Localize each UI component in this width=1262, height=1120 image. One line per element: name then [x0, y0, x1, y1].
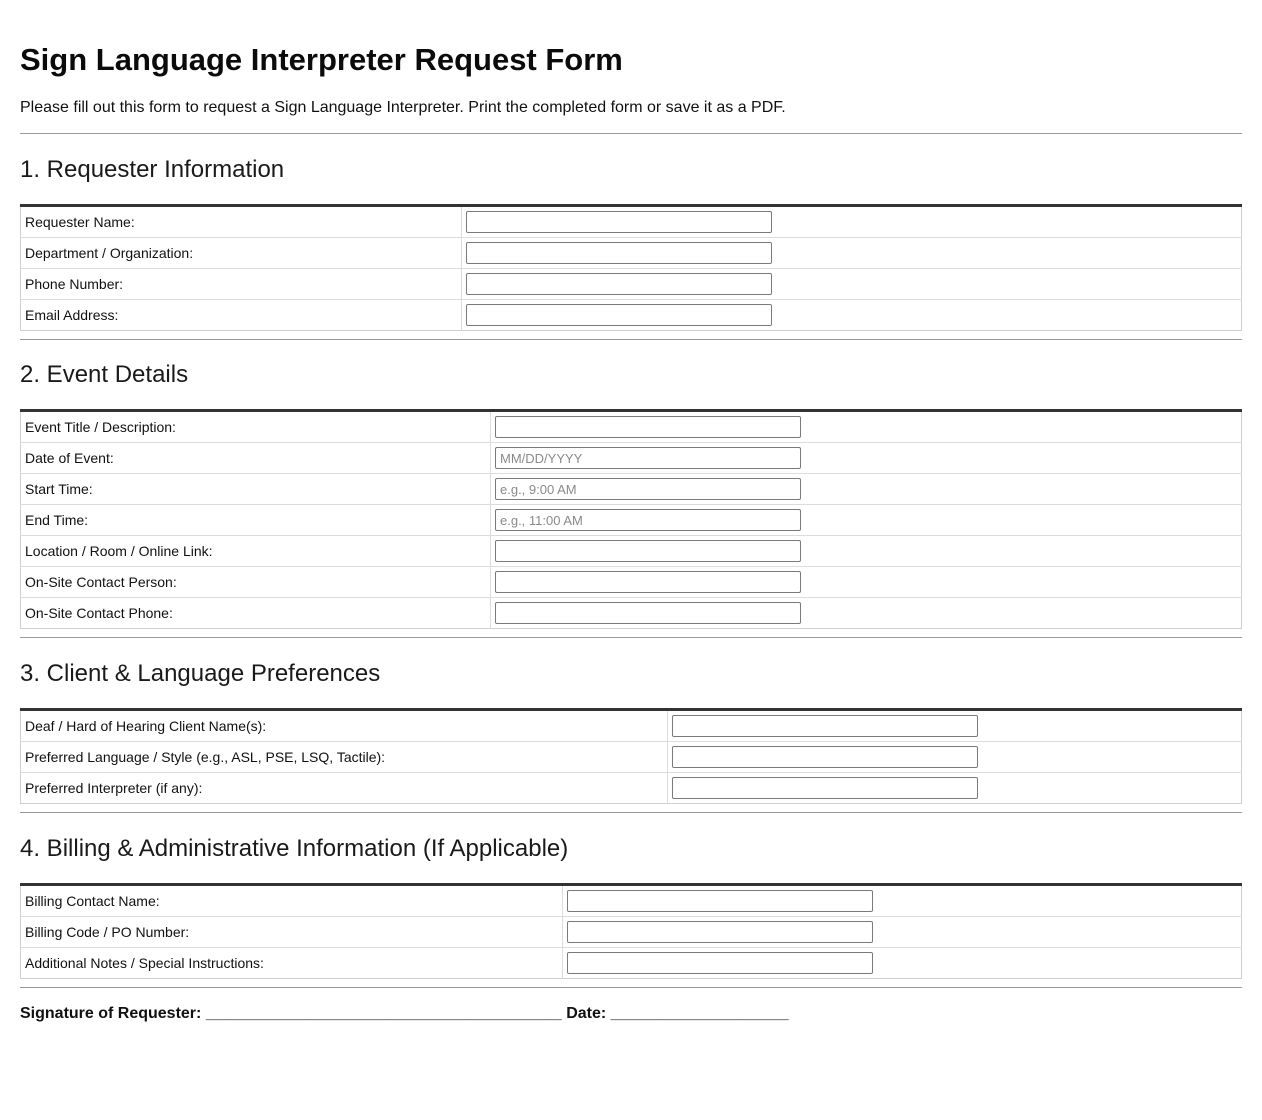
section-title-event: 2. Event Details — [20, 361, 189, 388]
additional-notes-input[interactable] — [567, 952, 873, 974]
field-label: Event Title / Description: — [21, 411, 491, 443]
requester-info-table — [20, 204, 1242, 331]
table-row — [21, 238, 1242, 269]
field-label: Preferred Language / Style (e.g., ASL, PSE, LSQ, Tactile): — [21, 742, 668, 773]
field-label: Billing Code / PO Number: — [21, 917, 563, 948]
field-label: Deaf / Hard of Hearing Client Name(s): — [21, 710, 668, 742]
field-cell — [563, 917, 1242, 948]
field-cell — [462, 300, 1242, 331]
field-label: On-Site Contact Phone: — [21, 598, 491, 629]
signature-line: ________________________________________ — [205, 1005, 562, 1022]
table-row — [21, 474, 1242, 505]
field-cell — [491, 474, 1242, 505]
field-cell — [491, 443, 1242, 474]
event-title-input[interactable] — [495, 416, 801, 438]
preferred-interpreter-input[interactable] — [672, 777, 978, 799]
phone-number-input[interactable] — [466, 273, 772, 295]
field-cell — [563, 885, 1242, 917]
table-row — [21, 443, 1242, 474]
field-label: Start Time: — [21, 474, 491, 505]
field-label: Preferred Interpreter (if any): — [21, 773, 668, 804]
section-divider — [20, 812, 1242, 813]
onsite-contact-person-input[interactable] — [495, 571, 801, 593]
field-cell — [668, 710, 1242, 742]
section-divider — [20, 637, 1242, 638]
section-title-requester: 1. Requester Information — [20, 156, 285, 183]
event-details-table — [20, 409, 1242, 629]
table-row — [21, 567, 1242, 598]
date-label: Date: — [566, 1005, 607, 1022]
end-time-input[interactable] — [495, 509, 801, 531]
client-name-input[interactable] — [672, 715, 978, 737]
table-row — [21, 598, 1242, 629]
field-cell — [491, 567, 1242, 598]
onsite-contact-phone-input[interactable] — [495, 602, 801, 624]
table-row — [21, 206, 1242, 238]
signature-label: Signature of Requester: — [20, 1005, 202, 1022]
billing-contact-input[interactable] — [567, 890, 873, 912]
field-label: Location / Room / Online Link: — [21, 536, 491, 567]
section-divider — [20, 339, 1242, 340]
table-row — [21, 710, 1242, 742]
field-cell — [563, 948, 1242, 979]
form-intro: Please fill out this form to request a Sign Language Interpreter. Print the completed form or save it as a PDF. — [20, 99, 786, 116]
billing-code-input[interactable] — [567, 921, 873, 943]
table-row — [21, 917, 1242, 948]
department-input[interactable] — [466, 242, 772, 264]
event-date-input[interactable] — [495, 447, 801, 469]
field-label: Email Address: — [21, 300, 462, 331]
date-line: ____________________ — [610, 1005, 789, 1022]
field-cell — [462, 206, 1242, 238]
field-cell — [491, 598, 1242, 629]
table-row — [21, 411, 1242, 443]
table-row — [21, 885, 1242, 917]
table-row — [21, 773, 1242, 804]
section-divider — [20, 987, 1242, 988]
page-title: Sign Language Interpreter Request Form — [20, 42, 623, 77]
table-row — [21, 948, 1242, 979]
field-label: End Time: — [21, 505, 491, 536]
field-label: On-Site Contact Person: — [21, 567, 491, 598]
table-row — [21, 536, 1242, 567]
field-label: Department / Organization: — [21, 238, 462, 269]
field-cell — [491, 505, 1242, 536]
billing-info-table — [20, 883, 1242, 979]
field-cell — [668, 742, 1242, 773]
table-row — [21, 300, 1242, 331]
preferred-language-input[interactable] — [672, 746, 978, 768]
email-address-input[interactable] — [466, 304, 772, 326]
table-row — [21, 269, 1242, 300]
table-row — [21, 505, 1242, 536]
requester-name-input[interactable] — [466, 211, 772, 233]
field-cell — [491, 536, 1242, 567]
field-label: Requester Name: — [21, 206, 462, 238]
field-label: Date of Event: — [21, 443, 491, 474]
field-label: Additional Notes / Special Instructions: — [21, 948, 563, 979]
field-cell — [668, 773, 1242, 804]
location-input[interactable] — [495, 540, 801, 562]
section-title-client: 3. Client & Language Preferences — [20, 660, 381, 687]
table-row — [21, 742, 1242, 773]
section-title-billing: 4. Billing & Administrative Information (If Applicable) — [20, 835, 569, 862]
start-time-input[interactable] — [495, 478, 801, 500]
field-cell — [462, 238, 1242, 269]
field-label: Phone Number: — [21, 269, 462, 300]
signature-block — [20, 1004, 1242, 1024]
field-label: Billing Contact Name: — [21, 885, 563, 917]
field-cell — [491, 411, 1242, 443]
section-divider — [20, 133, 1242, 134]
client-preferences-table — [20, 708, 1242, 804]
field-cell — [462, 269, 1242, 300]
